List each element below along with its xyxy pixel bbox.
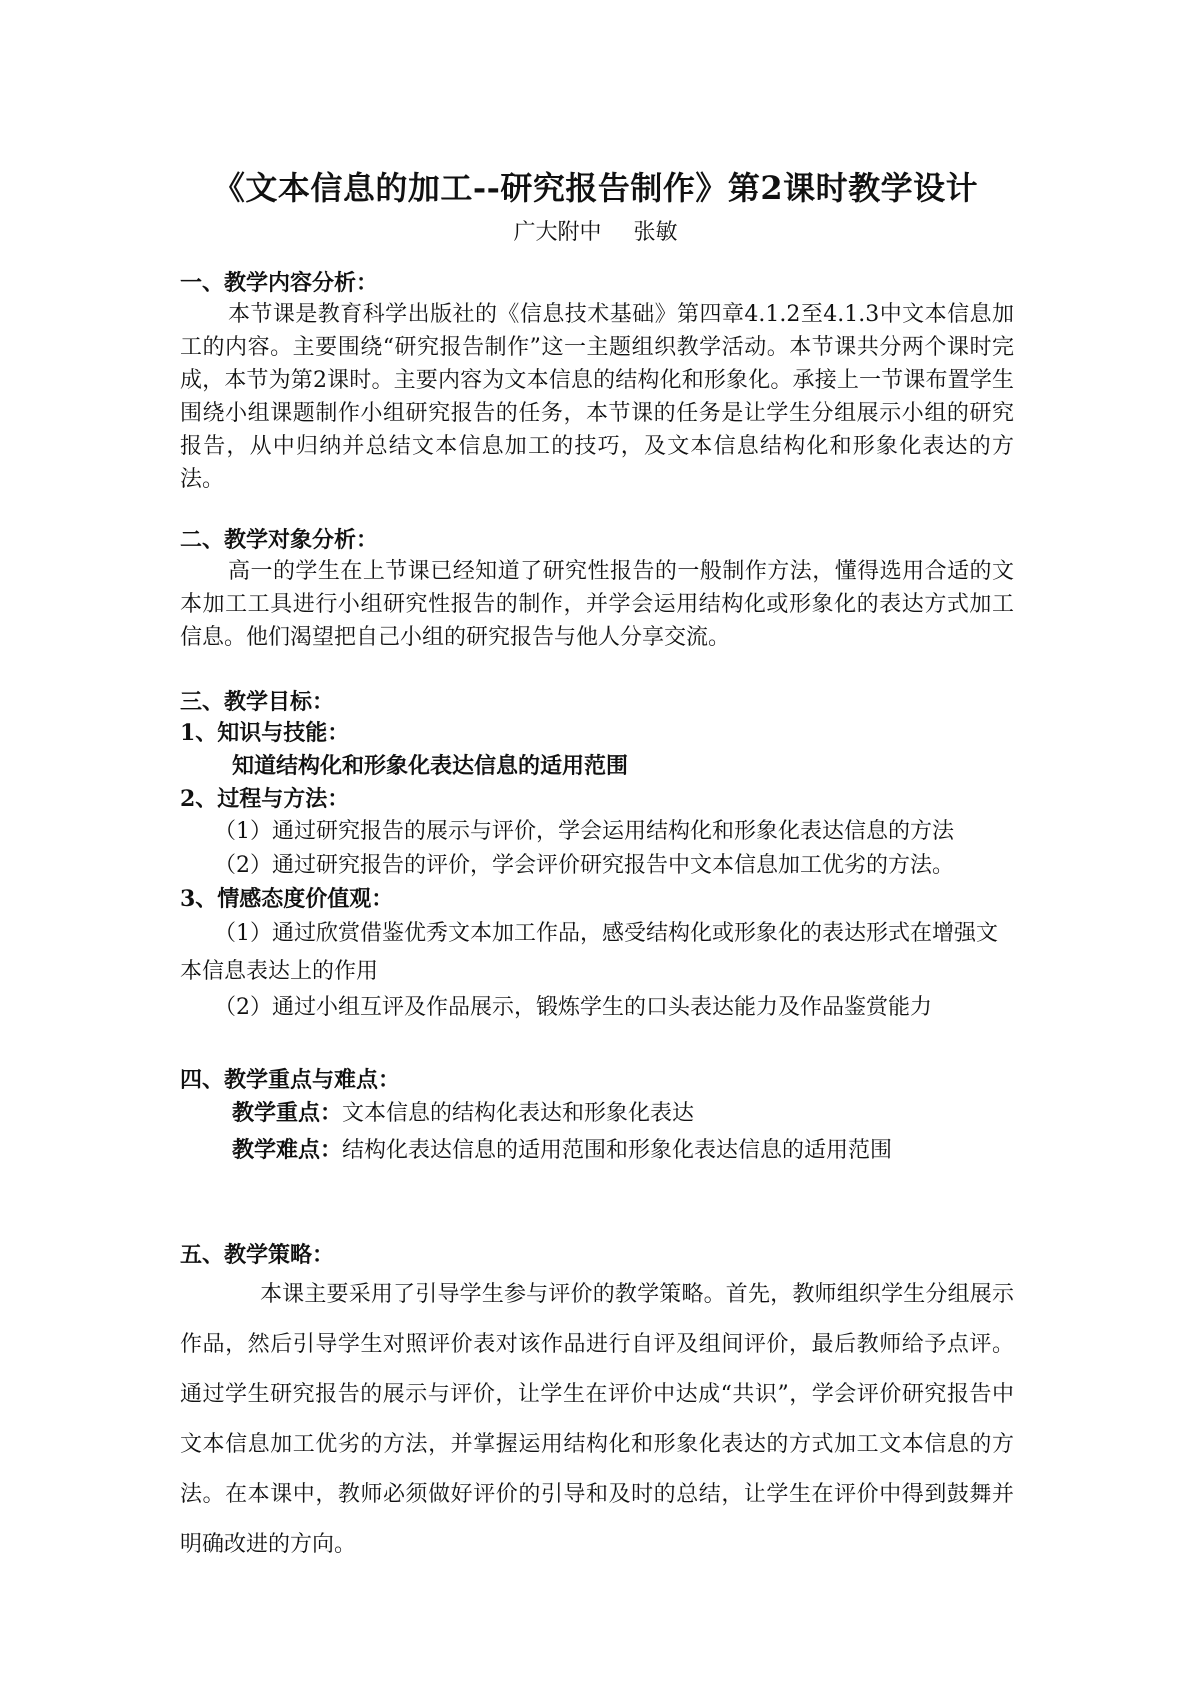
objective-process-item: （1）通过研究报告的展示与评价，学会运用结构化和形象化表达信息的方法 [214, 819, 954, 844]
section-heading: 五、教学策略： [180, 1242, 335, 1268]
section-heading: 二、教学对象分析： [180, 527, 379, 553]
objective-process-heading: 2、过程与方法： [180, 786, 350, 812]
section-heading: 三、教学目标： [180, 689, 335, 715]
section-teaching-strategy [180, 1240, 1014, 1570]
section-student-analysis [180, 525, 1014, 654]
section-paragraph: 高一的学生在上节课已经知道了研究性报告的一般制作方法，懂得选用合适的文本加工工具进行小组研究性报告的制作，并学会运用结构化或形象化的表达方式加工信息。他们渴望把自己小组的研究报告与他人分享交流。 [180, 559, 1014, 650]
section-teaching-objectives [180, 687, 1014, 1025]
key-point-row [180, 1095, 1014, 1132]
difficulty-text: 结构化表达信息的适用范围和形象化表达信息的适用范围 [342, 1138, 893, 1163]
document-title: 《文本信息的加工--研究报告制作》第2课时教学设计 [212, 169, 979, 207]
objective-emotion-item: （1）通过欣赏借鉴优秀文本加工作品，感受结构化或形象化的表达形式在增强文本信息表达上的作用 [180, 921, 998, 984]
author-name: 张敏 [633, 220, 678, 245]
section-paragraph: 本节课是教育科学出版社的《信息技术基础》第四章4.1.2至4.1.3中文本信息加工的内容。主要围绕“研究报告制作”这一主题组织教学活动。本节课共分两个课时完成，本节为第2课时。主要内容为文本信息的结构化和形象化。承接上一节课布置学生围绕小组课题制作小组研究报告的任务，本节课的任务是让学生分组展示小组的研究报告，从中归纳并总结文本信息加工的技巧，及文本信息结构化和形象化表达的方法。 [180, 302, 1014, 492]
author-school: 广大附中 [513, 220, 602, 245]
author-line [0, 218, 1191, 248]
section-heading: 四、教学重点与难点： [180, 1067, 401, 1093]
section-heading: 一、教学内容分析： [180, 270, 379, 296]
section-key-points [180, 1065, 1014, 1169]
section-content-analysis [180, 268, 1014, 496]
objective-process-item: （2）通过研究报告的评价，学会评价研究报告中文本信息加工优劣的方法。 [214, 853, 954, 878]
key-point-text: 文本信息的结构化表达和形象化表达 [342, 1101, 695, 1126]
objective-knowledge-heading: 1、知识与技能： [180, 720, 350, 746]
objective-emotion-heading: 3、情感态度价值观： [180, 886, 394, 912]
difficulty-row [180, 1132, 1014, 1169]
difficulty-label: 教学难点： [232, 1137, 343, 1163]
key-point-label: 教学重点： [232, 1100, 343, 1126]
objective-knowledge-item: 知道结构化和形象化表达信息的适用范围 [232, 753, 629, 779]
section-paragraph: 本课主要采用了引导学生参与评价的教学策略。首先，教师组织学生分组展示作品，然后引导学生对照评价表对该作品进行自评及组间评价，最后教师给予点评。通过学生研究报告的展示与评价，让学生在评价中达成“共识”，学会评价研究报告中文本信息加工优劣的方法，并掌握运用结构化和形象化表达的方式加工文本信息的方法。在本课中，教师必须做好评价的引导和及时的总结，让学生在评价中得到鼓舞并明确改进的方向。 [180, 1282, 1014, 1557]
objective-emotion-item: （2）通过小组互评及作品展示，锻炼学生的口头表达能力及作品鉴赏能力 [214, 995, 932, 1020]
